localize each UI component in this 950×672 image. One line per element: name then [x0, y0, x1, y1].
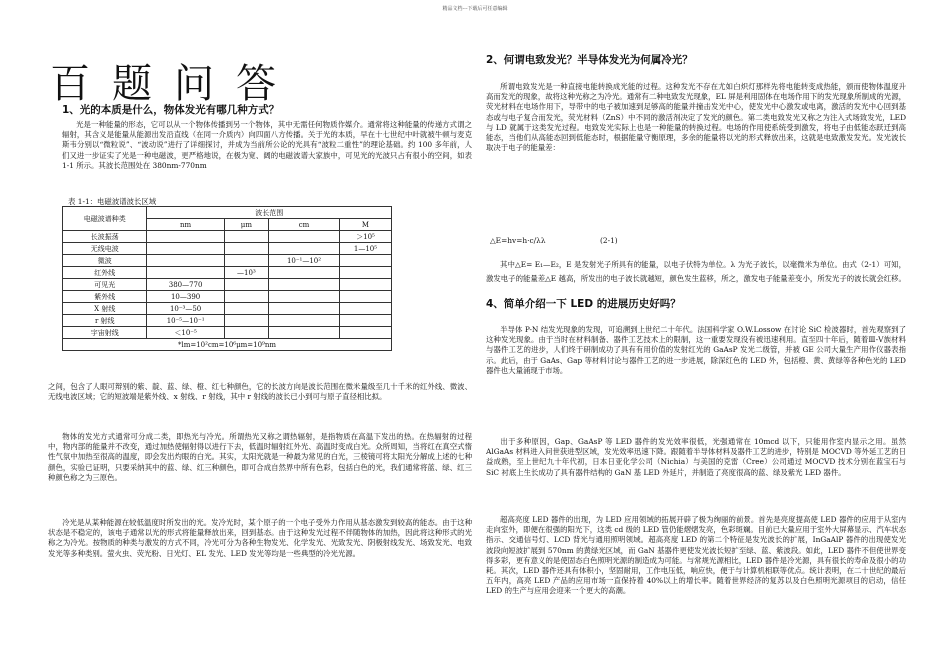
q4-p2-text: 出于多种原因，Gap、GaAsP 等 LED 器件的发光效率很低，光强通常在 10mcd 以下，只能用作室内显示之用。虽然 AlGaAs 材料进入问世获进型区域，发光效率迅速下降。跟随着半导体材料及器件工艺的进步，特别是 MOCVD 等外延工艺的日益成熟，至上世纪九十年代初，日本日亚化学公司（Nichia）与美国的克雷（Cree）公司通过 MOCVD 技术分别在蓝宝石与 SiC 衬底上生长成功了具有器件结构的 GaN 基 LED 外延片，并制造了亮度很高的蓝、绿及紫光 LED 器件。 — [486, 437, 906, 477]
table-footnote: *lm=10²cm=10⁶μm=10⁹nm — [63, 339, 392, 351]
q2-p1-text: 所谓电致发光是一种直接电能转换成光能的过程。这种发光不存在尤如白炽灯那样先将电能转变成热能，颁而使物体温度升高而发光的现象，故将这种光称之为冷光。通常有二种电致发光现象，EL 屏是利用固体在电场作用下的发光现象所制成的光源，荧光材料在电场作用下，导带中的电子被加速到足够高的能量并撞击发光中心，使发光中心激发或电离，激活的发光中心回到基态或与电子复合而发光，荧光材料（ZnS）中不同的激活剂决定了发光的颜色。第二类电致发光又称之为注入式场致发光，LED 与 LD 就属于这类发光过程。电致发光实际上也是一种能量的转换过程。电场的作用使系统受到激发，将电子由低能态跃迁到高能态，当他们从高能态回到低能态时，根据能量守衡原理，多余的能量将以光的形式释放出来，这就是电致激发发光。发光波长取决于电子的能量差： — [486, 82, 906, 153]
row-cell — [269, 279, 340, 291]
row-cell — [339, 315, 391, 327]
q1-paragraph-4 — [48, 518, 472, 559]
row-cell: ＜10⁻⁵ — [147, 327, 224, 339]
row-name: 宇宙射线 — [63, 327, 147, 339]
row-cell — [269, 315, 340, 327]
row-name: 微波 — [63, 255, 147, 267]
unit-cm: cm — [269, 219, 340, 231]
table-row — [63, 267, 392, 279]
table-row — [63, 303, 392, 315]
row-cell — [224, 231, 268, 243]
row-cell: 10—390 — [147, 291, 224, 303]
row-cell: 10⁻³—50 — [147, 303, 224, 315]
row-cell — [339, 267, 391, 279]
row-cell — [224, 327, 268, 339]
table-row — [63, 255, 392, 267]
row-cell: 380—770 — [147, 279, 224, 291]
row-cell — [147, 267, 224, 279]
q1-paragraph-1 — [62, 120, 472, 171]
row-cell: —10³ — [224, 267, 268, 279]
row-cell — [147, 243, 224, 255]
table-row — [63, 231, 392, 243]
row-cell — [269, 291, 340, 303]
table-row — [63, 315, 392, 327]
table-row — [63, 243, 392, 255]
row-cell — [224, 303, 268, 315]
em-spectrum-table — [62, 206, 392, 351]
row-cell — [269, 243, 340, 255]
q4-paragraph-1 — [486, 325, 906, 376]
row-cell — [147, 231, 224, 243]
unit-nm: nm — [147, 219, 224, 231]
q2-paragraph-1 — [486, 82, 906, 153]
q4-heading: 4、简单介绍一下 LED 的进展历史好吗？ — [486, 298, 681, 310]
row-cell — [339, 255, 391, 267]
unit-m: M — [339, 219, 391, 231]
table-row — [63, 327, 392, 339]
col-kind-header: 电磁波谱种类 — [63, 207, 147, 231]
row-name: 长波振荡 — [63, 231, 147, 243]
q4-p1-text: 半导体 P-N 结发光现象的发现，可追溯到上世纪二十年代。法国科学家 O.W.Lossow 在讨论 SiC 检波器时，首先观察到了这种发光现象。由于当时在材料制备、器件工艺技术上的限制，这一重要发现没有被迅速利用。直至四十年后，随着Ⅲ-Ⅴ族材料与器件工艺的进步，人们终于研制成功了具有有用价值的发射红光的 GaAsP 发光二级管，并被 GE 公司大量生产用作仪器表指示。此后，由于 GaAs、Gap 等材料讨论与器件工艺的进一步进展，除深红色的 LED 外，包括橙、黄、黄绿等各种色光的 LED 器件也大量涌现于市场。 — [486, 325, 906, 375]
page-title: 百题问答 — [50, 61, 298, 107]
table-caption: 表 1-1：电磁波谱波长区域 — [68, 197, 157, 206]
q2-heading: 2、何谓电致发光？半导体发光为何属冷光？ — [486, 54, 693, 66]
q2-paragraph-2 — [486, 258, 906, 286]
header-note: 精品文档---下载后可任意编辑 — [442, 6, 508, 12]
q4-paragraph-2 — [486, 437, 906, 478]
table-row — [63, 279, 392, 291]
row-cell — [224, 243, 268, 255]
row-cell: 10⁻⁵—10⁻¹ — [147, 315, 224, 327]
q1-paragraph-2: 之间，包含了人眼可辩别的紫、靛、蓝、绿、橙、红七种颜色，它的长波方向是波长范围在微米量级至几十千米的红外线、微波、无线电波区域；它的短波端是紫外线、x 射线、r 射线，其中 r 射线的波长已小到可与原子直径相比拟。 — [48, 382, 472, 402]
q1-p1-text: 光是一种能量的形态，它可以从一个物体传播到另一个物体，其中无需任何物质作媒介。通常将这种能量的传递方式谓之辐射，其含义是能量从能源出发沿直线（在同一介质内）向四面八方传播。关于光的本质，早在十七世纪中叶就被牛顿与麦克斯韦分别以“微粒说”、“波动说”进行了详细探讨，并成为当前所公论的光具有“波粒二重性”的理论基础。约 100 多年前，人们又进一步证实了光是一种电磁波，更严格地说，在极为宽、阔的电磁波谱大家族中，可见光的光波只占有很小的空间，如表 1-1 所示。其波长范围处在 380nm-770nm — [62, 120, 472, 170]
row-cell — [339, 303, 391, 315]
row-cell — [339, 279, 391, 291]
row-cell — [147, 255, 224, 267]
col-range-header: 波长范围 — [147, 207, 392, 219]
formula-number: (2-1) — [600, 236, 618, 245]
row-cell — [339, 291, 391, 303]
row-cell — [269, 327, 340, 339]
row-name: 可见光 — [63, 279, 147, 291]
row-name: r 射线 — [63, 315, 147, 327]
row-name: X 射线 — [63, 303, 147, 315]
row-cell — [269, 303, 340, 315]
row-name: 无线电波 — [63, 243, 147, 255]
row-name: 紫外线 — [63, 291, 147, 303]
row-cell — [224, 255, 268, 267]
q2-p2-text: 其中△E= E₁—E₂，E 是发射光子所具有的能量，以电子伏特为单位。λ 为光子波长，以毫微米为单位。由式（2-1）可知，激发电子的能量差△E 越高，所发出的电子波长就越短，颜色发生蓝移，所之，激发电子能量差变小，所发光子的波长就会红移。 — [486, 260, 906, 283]
q4-paragraph-3 — [486, 515, 906, 597]
q1-p4-text: 冷光是从某种能源在较低温度时所发出的光。发冷光时，某个原子的一个电子受外力作用从基态激发到较高的能态。由于这种状态是不稳定的，该电子通常以光的形式将能量释放出来，回到基态。由于这种发光过程不伴随物体的加热，因此将这种形式的光称之为冷光。按物质的种类与激发的方式不同，冷光可分为各种生物发光、化学发光、光致发光、阴极射线发光、场致发光、电致发光等多种类别。萤火虫、荧光粉、日光灯、EL 发光、LED 发光等均是一些典型的冷光光源。 — [48, 518, 472, 558]
row-cell: ＞10⁵ — [339, 231, 391, 243]
q1-paragraph-3 — [48, 432, 472, 483]
row-cell — [224, 279, 268, 291]
q1-p3-text: 物体的发光方式通常可分成二类，即热光与冷光。所谓热光又称之谓热辐射，是指物质在高温下发出的热。在热辐射的过程中，物内部的能量并不改变，通过加热使辐射得以进行下去，低温时辐射红外光、高温时变成白光。众所周知，当将红在真空式惰性气氛中加热至很高的温度，即会发出灼眼的白光。其实，太阳光就是一种最为常见的白光，三棱镜可将太阳光分解成上述的七种颜色，实验已证明，只要采纳其中的蓝、绿、红三种颜色，即可合成自然界中所有色彩，包括白色的光，我们通常将蓝、绿、红三种颜色称之为三原色。 — [48, 432, 472, 482]
row-cell — [224, 291, 268, 303]
table-row — [63, 291, 392, 303]
row-cell — [224, 315, 268, 327]
row-cell: 1—10⁵ — [339, 243, 391, 255]
row-name: 红外线 — [63, 267, 147, 279]
unit-um: μm — [224, 219, 268, 231]
row-cell: 10⁻¹—10² — [269, 255, 340, 267]
formula: △E=hv=h·c/λλ — [490, 236, 546, 245]
row-cell — [339, 327, 391, 339]
row-cell — [269, 231, 340, 243]
q4-p3-text: 超高亮度 LED 器件的出现，为 LED 应用领域的拓展开辟了极为绚丽的前景。首先是亮度提高使 LED 器件的应用于从室内走向室外，即便在很强的阳光下，这类 cd 级的 LED 管仍能熠熠发亮，色彩斑斓。目前已大量应用于室外大屏幕显示、汽车状态指示、交通信号灯、LCD 背光与通用照明领域。超高亮度 LED 的第二个特征是发光波长的扩展，InGaAlP 器件的出现使发光波段向短波扩展到 570nm 的黄绿光区域，而 GaN 基器件更使发光波长短扩至绿、蓝、紫波段。如此，LED 器件不但使世界变得多彩，更有意义的是使固态白色照明光源的制造成为可能。与常规光源相比，LED 器件是冷光源，具有很长的寿命及很小的功耗。其次，LED 器件还具有体积小，坚固耐用，工作电压低，响应快，便于与计算机相联等优点。统计表明，在二十世纪的最后五年内，高亮 LED 产品的应用市场一直保持着 40%以上的增长率。随着世界经济的复苏以及白色照明光源项目的启动，信任 LED 的生产与应用会迎来一个更大的高潮。 — [486, 515, 906, 596]
row-cell — [269, 267, 340, 279]
q1-heading: 1、光的本质是什么，物体发光有哪几种方式？ — [62, 104, 280, 116]
